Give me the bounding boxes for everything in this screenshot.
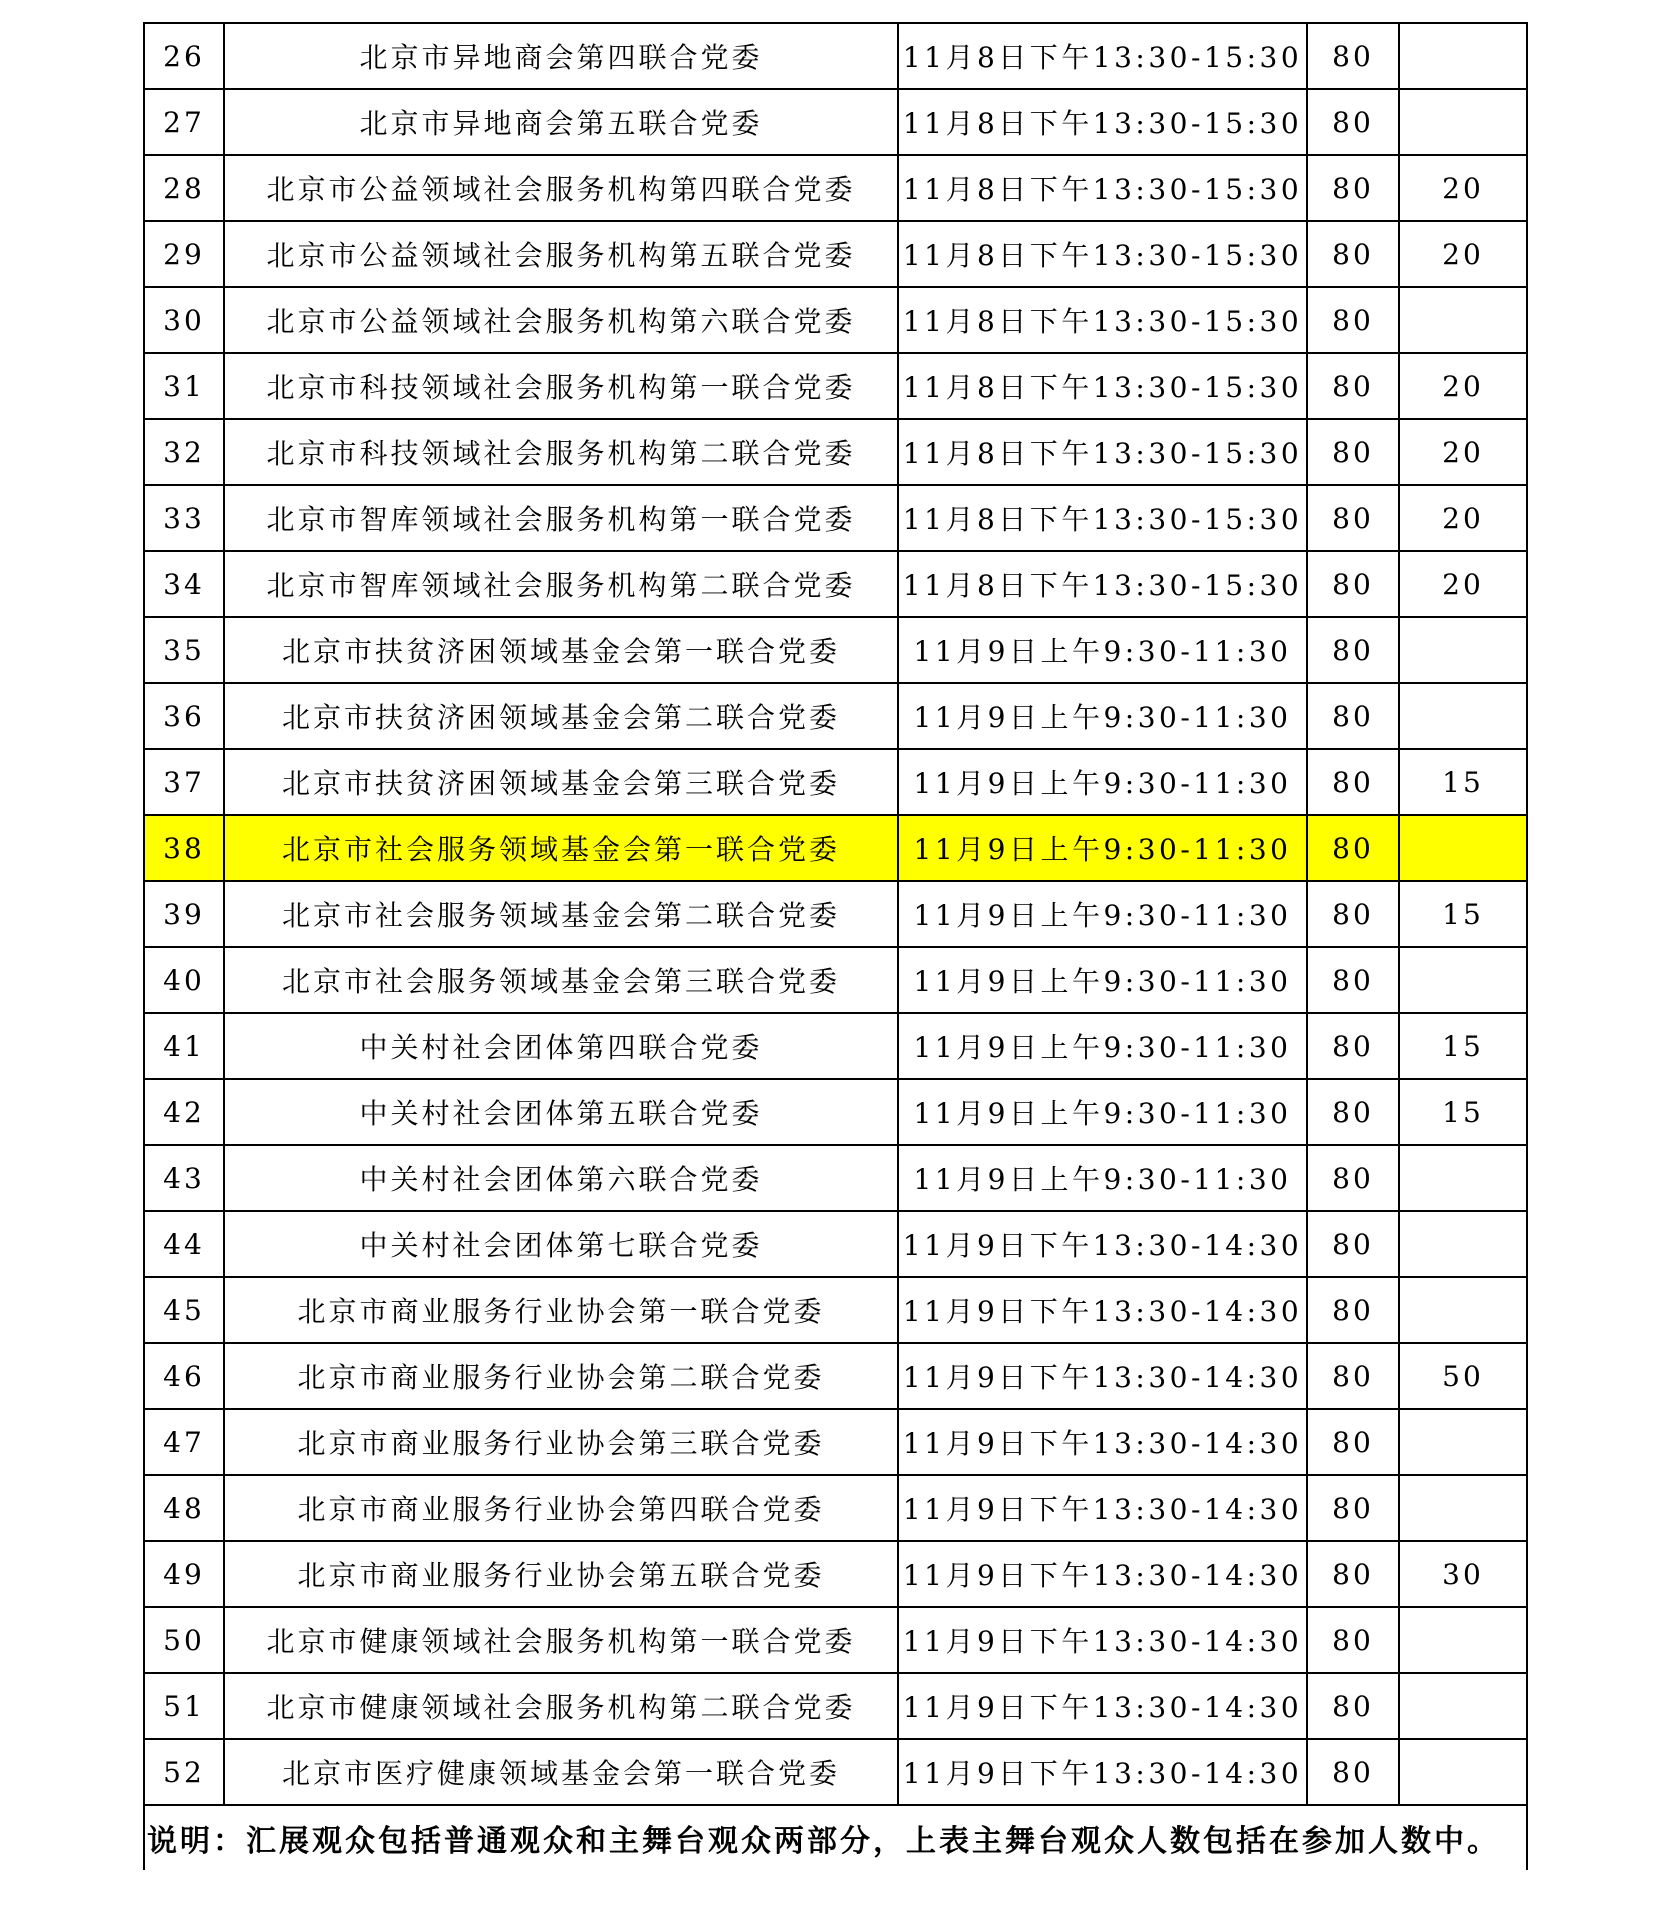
attendance-cell: 80 [1307, 23, 1399, 89]
organization-cell: 北京市公益领域社会服务机构第四联合党委 [224, 155, 898, 221]
main-stage-cell: 30 [1399, 1541, 1527, 1607]
time-slot-cell: 11月9日下午13:30-14:30 [898, 1541, 1307, 1607]
organization-cell: 北京市异地商会第四联合党委 [224, 23, 898, 89]
time-slot-cell: 11月9日上午9:30-11:30 [898, 815, 1307, 881]
organization-cell: 北京市智库领域社会服务机构第二联合党委 [224, 551, 898, 617]
table-row [144, 1475, 1527, 1541]
time-slot-cell: 11月8日下午13:30-15:30 [898, 353, 1307, 419]
row-number-cell: 33 [144, 485, 224, 551]
main-stage-cell [1399, 815, 1527, 881]
attendance-cell: 80 [1307, 1409, 1399, 1475]
table-row [144, 881, 1527, 947]
attendance-cell: 80 [1307, 749, 1399, 815]
organization-cell: 中关村社会团体第四联合党委 [224, 1013, 898, 1079]
row-number-cell: 27 [144, 89, 224, 155]
attendance-cell: 80 [1307, 617, 1399, 683]
attendance-cell: 80 [1307, 287, 1399, 353]
table-row [144, 419, 1527, 485]
time-slot-cell: 11月9日上午9:30-11:30 [898, 1079, 1307, 1145]
attendance-cell: 80 [1307, 683, 1399, 749]
main-stage-cell [1399, 287, 1527, 353]
attendance-cell: 80 [1307, 1475, 1399, 1541]
organization-cell: 北京市商业服务行业协会第三联合党委 [224, 1409, 898, 1475]
organization-cell: 北京市商业服务行业协会第五联合党委 [224, 1541, 898, 1607]
organization-cell: 北京市社会服务领域基金会第三联合党委 [224, 947, 898, 1013]
main-stage-cell [1399, 89, 1527, 155]
main-stage-cell: 20 [1399, 419, 1527, 485]
attendance-cell: 80 [1307, 1673, 1399, 1739]
attendance-cell: 80 [1307, 419, 1399, 485]
table-row [144, 815, 1527, 881]
row-number-cell: 37 [144, 749, 224, 815]
attendance-cell: 80 [1307, 1013, 1399, 1079]
time-slot-cell: 11月8日下午13:30-15:30 [898, 89, 1307, 155]
organization-cell: 中关村社会团体第七联合党委 [224, 1211, 898, 1277]
row-number-cell: 31 [144, 353, 224, 419]
row-number-cell: 52 [144, 1739, 224, 1805]
organization-cell: 北京市公益领域社会服务机构第六联合党委 [224, 287, 898, 353]
attendance-cell: 80 [1307, 1079, 1399, 1145]
organization-cell: 北京市扶贫济困领域基金会第三联合党委 [224, 749, 898, 815]
main-stage-cell [1399, 1673, 1527, 1739]
attendance-cell: 80 [1307, 881, 1399, 947]
table-row [144, 1409, 1527, 1475]
organization-cell: 北京市商业服务行业协会第二联合党委 [224, 1343, 898, 1409]
main-stage-cell: 20 [1399, 155, 1527, 221]
time-slot-cell: 11月9日下午13:30-14:30 [898, 1409, 1307, 1475]
organization-cell: 北京市商业服务行业协会第一联合党委 [224, 1277, 898, 1343]
table-row [144, 1211, 1527, 1277]
time-slot-cell: 11月8日下午13:30-15:30 [898, 485, 1307, 551]
row-number-cell: 29 [144, 221, 224, 287]
time-slot-cell: 11月9日上午9:30-11:30 [898, 683, 1307, 749]
attendance-cell: 80 [1307, 1739, 1399, 1805]
row-number-cell: 44 [144, 1211, 224, 1277]
organization-cell: 北京市异地商会第五联合党委 [224, 89, 898, 155]
table-row [144, 353, 1527, 419]
time-slot-cell: 11月9日下午13:30-14:30 [898, 1277, 1307, 1343]
row-number-cell: 48 [144, 1475, 224, 1541]
attendance-cell: 80 [1307, 1145, 1399, 1211]
organization-cell: 北京市科技领域社会服务机构第一联合党委 [224, 353, 898, 419]
table-row [144, 23, 1527, 89]
time-slot-cell: 11月9日上午9:30-11:30 [898, 749, 1307, 815]
row-number-cell: 49 [144, 1541, 224, 1607]
time-slot-cell: 11月9日上午9:30-11:30 [898, 881, 1307, 947]
table-row [144, 749, 1527, 815]
row-number-cell: 38 [144, 815, 224, 881]
row-number-cell: 41 [144, 1013, 224, 1079]
main-stage-cell [1399, 947, 1527, 1013]
main-stage-cell: 20 [1399, 551, 1527, 617]
organization-cell: 北京市扶贫济困领域基金会第二联合党委 [224, 683, 898, 749]
main-stage-cell: 20 [1399, 485, 1527, 551]
attendance-cell: 80 [1307, 89, 1399, 155]
organization-cell: 北京市社会服务领域基金会第二联合党委 [224, 881, 898, 947]
table-row [144, 485, 1527, 551]
table-row [144, 89, 1527, 155]
organization-cell: 北京市健康领域社会服务机构第二联合党委 [224, 1673, 898, 1739]
table-row [144, 1343, 1527, 1409]
main-stage-cell [1399, 1145, 1527, 1211]
table-row [144, 1739, 1527, 1805]
attendance-cell: 80 [1307, 1211, 1399, 1277]
row-number-cell: 26 [144, 23, 224, 89]
table-row [144, 221, 1527, 287]
table-row [144, 287, 1527, 353]
main-stage-cell [1399, 1739, 1527, 1805]
time-slot-cell: 11月9日下午13:30-14:30 [898, 1211, 1307, 1277]
table-row [144, 1673, 1527, 1739]
row-number-cell: 42 [144, 1079, 224, 1145]
time-slot-cell: 11月8日下午13:30-15:30 [898, 419, 1307, 485]
row-number-cell: 32 [144, 419, 224, 485]
main-stage-cell [1399, 1475, 1527, 1541]
main-stage-cell [1399, 1409, 1527, 1475]
row-number-cell: 47 [144, 1409, 224, 1475]
main-stage-cell: 20 [1399, 353, 1527, 419]
time-slot-cell: 11月9日下午13:30-14:30 [898, 1739, 1307, 1805]
time-slot-cell: 11月9日上午9:30-11:30 [898, 1013, 1307, 1079]
organization-cell: 北京市科技领域社会服务机构第二联合党委 [224, 419, 898, 485]
main-stage-cell [1399, 683, 1527, 749]
time-slot-cell: 11月9日上午9:30-11:30 [898, 947, 1307, 1013]
main-stage-cell [1399, 617, 1527, 683]
main-stage-cell [1399, 1211, 1527, 1277]
time-slot-cell: 11月8日下午13:30-15:30 [898, 287, 1307, 353]
table-row [144, 1277, 1527, 1343]
row-number-cell: 30 [144, 287, 224, 353]
main-stage-cell [1399, 1277, 1527, 1343]
time-slot-cell: 11月9日下午13:30-14:30 [898, 1343, 1307, 1409]
attendance-cell: 80 [1307, 947, 1399, 1013]
time-slot-cell: 11月9日上午9:30-11:30 [898, 617, 1307, 683]
table-row [144, 947, 1527, 1013]
table-row [144, 551, 1527, 617]
attendance-cell: 80 [1307, 155, 1399, 221]
main-stage-cell: 20 [1399, 221, 1527, 287]
row-number-cell: 40 [144, 947, 224, 1013]
time-slot-cell: 11月9日下午13:30-14:30 [898, 1673, 1307, 1739]
time-slot-cell: 11月9日下午13:30-14:30 [898, 1607, 1307, 1673]
schedule-table-body [144, 23, 1527, 1805]
attendance-cell: 80 [1307, 353, 1399, 419]
table-note: 说明：汇展观众包括普通观众和主舞台观众两部分，上表主舞台观众人数包括在参加人数中。 [144, 1805, 1527, 1870]
row-number-cell: 50 [144, 1607, 224, 1673]
organization-cell: 北京市医疗健康领域基金会第一联合党委 [224, 1739, 898, 1805]
table-row [144, 155, 1527, 221]
attendance-cell: 80 [1307, 1607, 1399, 1673]
time-slot-cell: 11月9日下午13:30-14:30 [898, 1475, 1307, 1541]
table-row [144, 617, 1527, 683]
schedule-table [143, 22, 1528, 1870]
row-number-cell: 39 [144, 881, 224, 947]
table-row [144, 1541, 1527, 1607]
main-stage-cell [1399, 1607, 1527, 1673]
row-number-cell: 28 [144, 155, 224, 221]
time-slot-cell: 11月8日下午13:30-15:30 [898, 551, 1307, 617]
row-number-cell: 51 [144, 1673, 224, 1739]
organization-cell: 中关村社会团体第六联合党委 [224, 1145, 898, 1211]
row-number-cell: 36 [144, 683, 224, 749]
main-stage-cell: 50 [1399, 1343, 1527, 1409]
row-number-cell: 43 [144, 1145, 224, 1211]
attendance-cell: 80 [1307, 551, 1399, 617]
main-stage-cell: 15 [1399, 881, 1527, 947]
row-number-cell: 34 [144, 551, 224, 617]
organization-cell: 北京市智库领域社会服务机构第一联合党委 [224, 485, 898, 551]
attendance-cell: 80 [1307, 221, 1399, 287]
organization-cell: 北京市健康领域社会服务机构第一联合党委 [224, 1607, 898, 1673]
main-stage-cell: 15 [1399, 1079, 1527, 1145]
time-slot-cell: 11月9日上午9:30-11:30 [898, 1145, 1307, 1211]
attendance-cell: 80 [1307, 1343, 1399, 1409]
note-row [144, 1805, 1527, 1870]
time-slot-cell: 11月8日下午13:30-15:30 [898, 23, 1307, 89]
main-stage-cell [1399, 23, 1527, 89]
time-slot-cell: 11月8日下午13:30-15:30 [898, 221, 1307, 287]
organization-cell: 中关村社会团体第五联合党委 [224, 1079, 898, 1145]
row-number-cell: 45 [144, 1277, 224, 1343]
table-row [144, 1079, 1527, 1145]
time-slot-cell: 11月8日下午13:30-15:30 [898, 155, 1307, 221]
table-row [144, 683, 1527, 749]
row-number-cell: 46 [144, 1343, 224, 1409]
attendance-cell: 80 [1307, 815, 1399, 881]
table-row [144, 1145, 1527, 1211]
attendance-cell: 80 [1307, 1541, 1399, 1607]
organization-cell: 北京市社会服务领域基金会第一联合党委 [224, 815, 898, 881]
table-row [144, 1607, 1527, 1673]
table-row [144, 1013, 1527, 1079]
attendance-cell: 80 [1307, 1277, 1399, 1343]
row-number-cell: 35 [144, 617, 224, 683]
attendance-cell: 80 [1307, 485, 1399, 551]
main-stage-cell: 15 [1399, 749, 1527, 815]
organization-cell: 北京市公益领域社会服务机构第五联合党委 [224, 221, 898, 287]
main-stage-cell: 15 [1399, 1013, 1527, 1079]
organization-cell: 北京市商业服务行业协会第四联合党委 [224, 1475, 898, 1541]
organization-cell: 北京市扶贫济困领域基金会第一联合党委 [224, 617, 898, 683]
